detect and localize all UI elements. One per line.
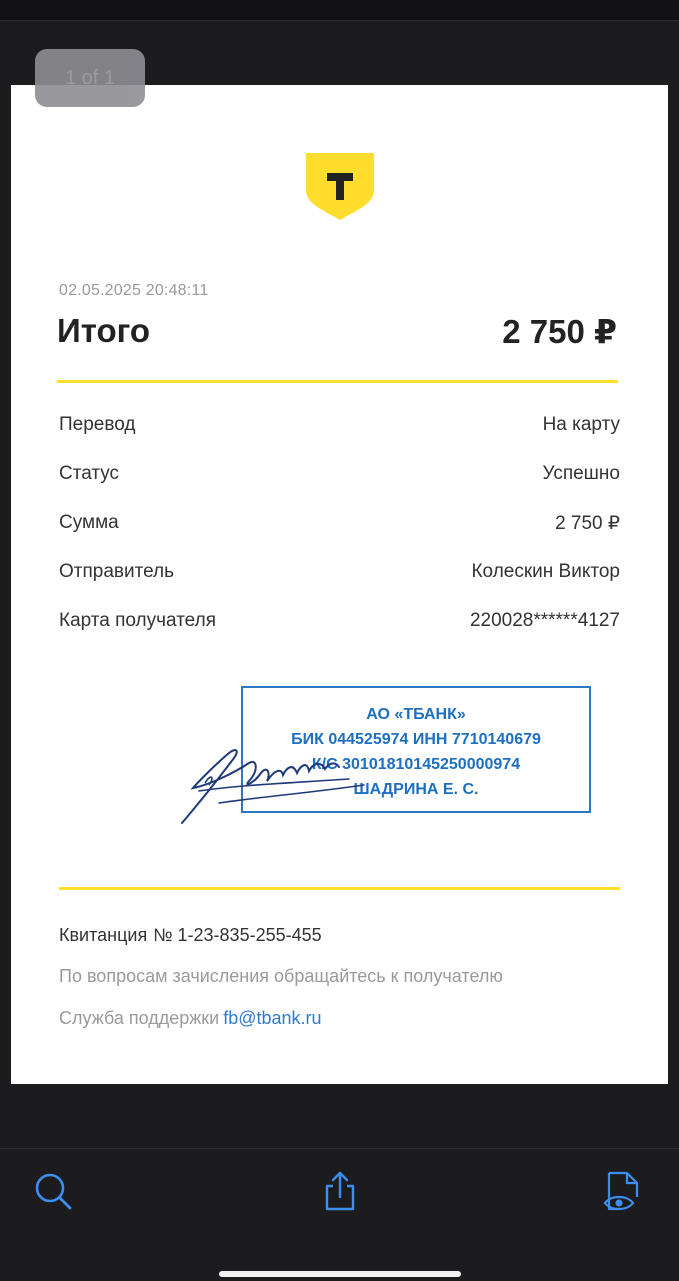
tbank-logo [305,152,375,222]
stamp-line-bik: БИК 044525974 ИНН 7710140679 [291,731,541,748]
detail-row-recipient-card [59,610,620,636]
receipt-number: № 1-23-835-255-455 [153,925,322,945]
detail-value: Колескин Виктор [471,561,620,582]
receipt-label: Квитанция [59,925,148,945]
detail-label: Перевод [59,414,136,435]
document-view-icon[interactable] [603,1171,643,1211]
detail-value: Успешно [542,463,620,484]
receipt-document [11,85,668,1084]
support-label: Служба поддержки [59,1008,220,1028]
support-line [59,1008,322,1029]
detail-row-amount [59,512,620,538]
total-amount: 2 750 ₽ [502,313,617,350]
detail-label: Отправитель [59,561,175,582]
receipt-number-line [59,925,328,946]
share-icon[interactable] [320,1171,360,1211]
detail-label: Сумма [59,512,119,533]
divider-top [57,380,618,383]
home-indicator [219,1271,461,1277]
support-email-link[interactable]: fb@tbank.ru [223,1008,322,1028]
transaction-datetime: 02.05.2025 20:48:11 [59,282,209,299]
detail-value: 220028******4127 [469,610,620,631]
detail-value: На карту [542,414,620,435]
detail-label: Статус [59,463,120,484]
detail-label: Карта получателя [59,610,216,631]
divider-bottom [59,887,620,890]
total-label: Итого [57,312,151,349]
handwritten-signature [179,733,379,828]
stamp-line-signer: ШАДРИНА Е. С. [353,781,479,798]
detail-row-transfer [59,414,620,440]
detail-row-sender [59,561,620,587]
top-bar [0,0,679,21]
stamp-line-bank: АО «ТБАНК» [366,706,466,723]
detail-row-status [59,463,620,489]
search-icon[interactable] [33,1171,73,1211]
bottom-toolbar [0,1148,679,1281]
detail-value: 2 750 ₽ [555,513,620,534]
stamp-line-account: К/С 30101810145250000974 [311,756,521,773]
page-indicator: 1 of 1 [35,49,145,107]
recipient-note: По вопросам зачисления обращайтесь к получателю [59,966,503,986]
